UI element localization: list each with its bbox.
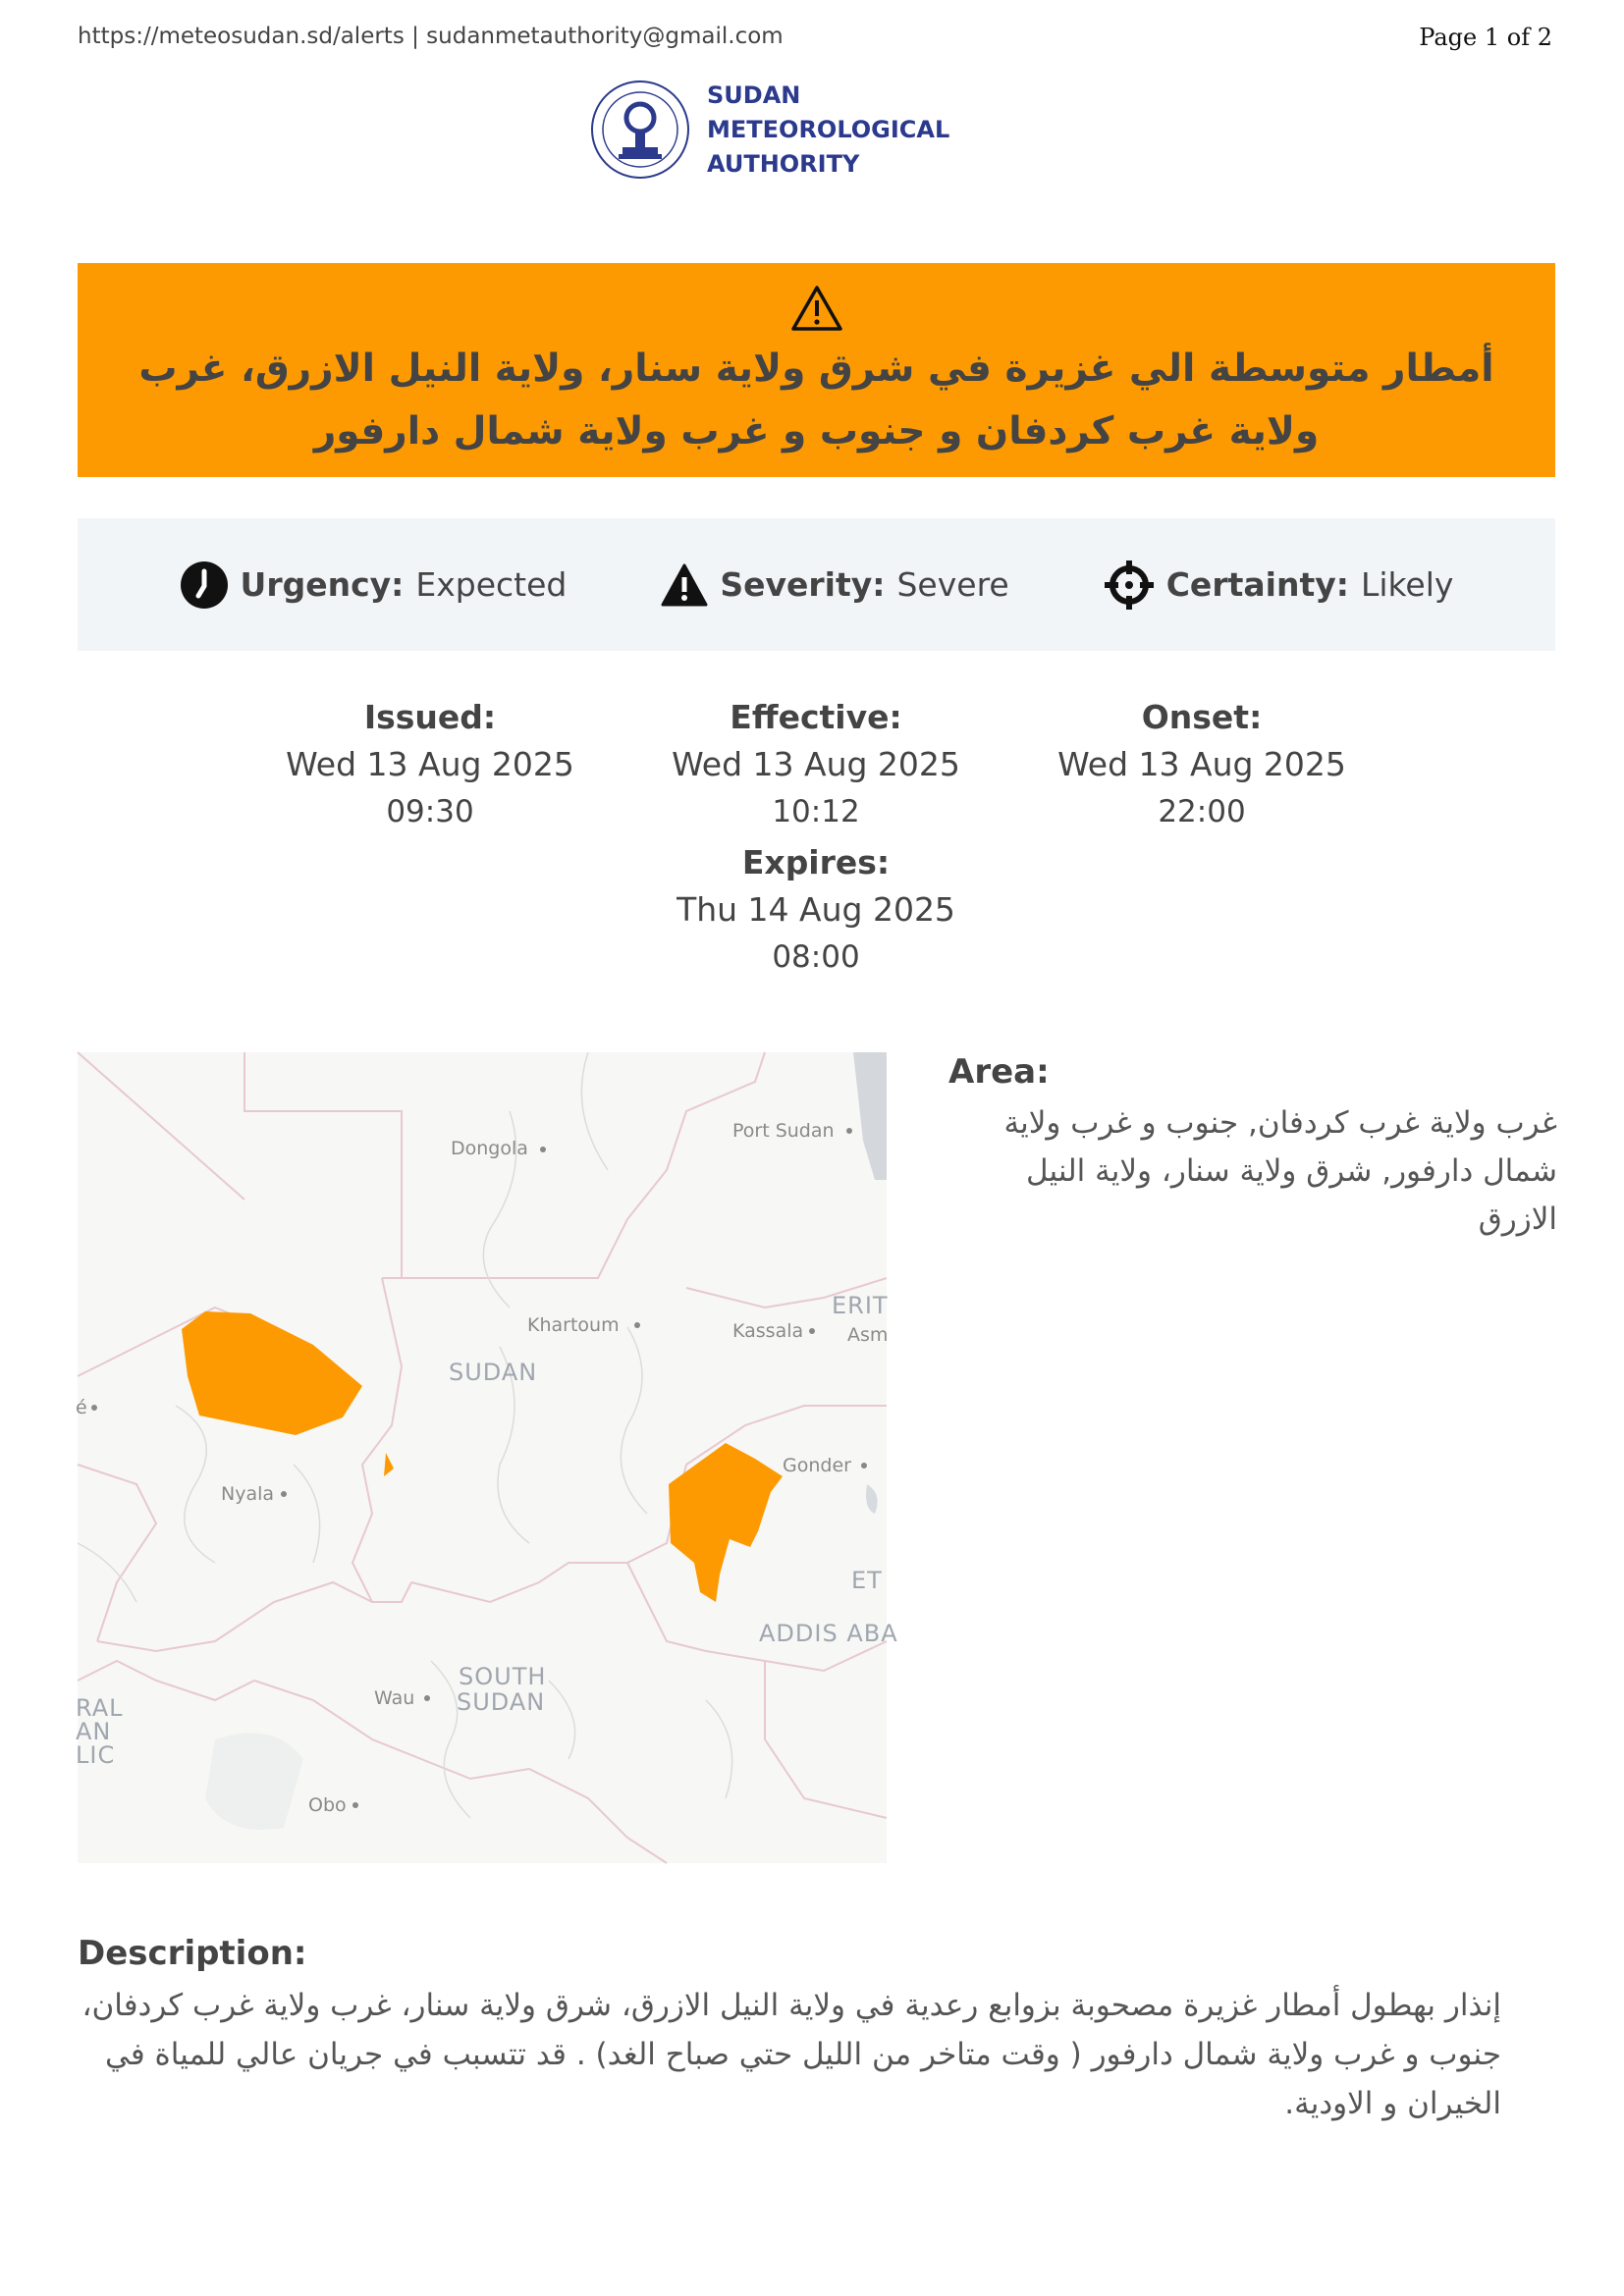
map-label-south-sudan: SUDAN [457,1688,546,1716]
description-text: إنذار بهطول أمطار غزيرة مصحوبة بزوابع رعدية في ولاية النيل الازرق، شرق ولاية سنار، غرب ولاية غرب كردفان، جنوب و غرب ولاية شمال دارفور ( وقت متاخر من الليل حتي صباح الغد) . قد تتسبب في جريان عالي للمياة في الخيران و الاودية. [81,1988,1501,2121]
map-label-addis: ADDIS ABA [759,1620,898,1647]
map-label-an: AN [76,1718,112,1745]
map-label-port-sudan: Port Sudan [732,1120,835,1142]
certainty-item [1104,560,1454,611]
page-indicator: Page 1 of 2 [1419,24,1552,51]
sma-logo [589,79,950,187]
map-label-gonder: Gonder [783,1455,851,1476]
map-label-erit: ERIT [832,1292,889,1319]
expires-date: Thu 14 Aug 2025 [677,890,955,929]
map-label-ral: RAL [76,1694,124,1722]
logo-line-1: SUDAN [707,81,801,109]
clock-icon [180,561,229,610]
sma-emblem-icon [589,79,691,181]
certainty-value: Likely [1360,565,1454,604]
alert-meta-bar [78,518,1555,651]
header-contact-line: https://meteosudan.sd/alerts | sudanmetauthority@gmail.com [78,24,784,49]
description-label: Description: [78,1934,307,1973]
issued-date: Wed 13 Aug 2025 [286,745,574,783]
crosshair-icon [1104,560,1155,611]
expires-label: Expires: [741,843,891,881]
area-section [948,1050,1557,1244]
severity-value: Severe [896,565,1009,604]
alert-area-map[interactable] [76,1052,898,1863]
onset-time: 22:00 [1158,794,1246,829]
map-label-sudan: SUDAN [449,1359,538,1386]
issued-time: 09:30 [386,794,474,829]
map-canvas [76,1052,898,1863]
certainty-label: Certainty: [1165,565,1349,604]
alert-banner [78,263,1555,477]
map-label-lic: LIC [76,1741,116,1769]
onset-date: Wed 13 Aug 2025 [1057,745,1346,783]
map-label-nyala: Nyala [221,1483,275,1505]
expires-time: 08:00 [772,939,860,975]
onset-block [1005,695,1398,834]
map-label-et: ET [851,1567,883,1594]
severity-item [661,563,1008,607]
map-label-wau: Wau [374,1687,415,1709]
urgency-label: Urgency: [240,565,405,604]
map-label-asm: Asm [847,1324,889,1346]
effective-date: Wed 13 Aug 2025 [672,745,960,783]
map-label-dongola: Dongola [451,1138,528,1159]
urgency-value: Expected [415,565,568,604]
logo-line-2: METEOROLOGICAL [707,116,950,143]
expires-block [620,840,1012,980]
alert-title: أمطار متوسطة الي غزيرة في شرق ولاية سنار، ولاية النيل الازرق، غرب ولاية غرب كردفان و جنوب و غرب ولاية شمال دارفور [138,347,1494,454]
onset-label: Onset: [1141,698,1263,736]
map-label-obo: Obo [308,1794,347,1816]
effective-time: 10:12 [772,794,860,829]
severity-label: Severity: [720,565,886,604]
map-label-kassala: Kassala [732,1320,804,1342]
alert-triangle-icon [661,563,708,607]
map-label-e: é [76,1397,87,1418]
map-label-khartoum: Khartoum [527,1314,620,1336]
effective-block [620,695,1012,834]
urgency-item [180,561,568,610]
issued-label: Issued: [363,698,497,736]
description-section [78,1932,1555,2128]
map-label-south: SOUTH [459,1663,547,1690]
warning-triangle-icon [790,285,843,332]
logo-line-3: AUTHORITY [707,150,860,178]
issued-block [234,695,626,834]
effective-label: Effective: [730,698,902,736]
area-text: غرب ولاية غرب كردفان, جنوب و غرب ولاية شمال دارفور, شرق ولاية سنار، ولاية النيل الازرق [1003,1105,1557,1237]
area-label: Area: [948,1052,1050,1092]
